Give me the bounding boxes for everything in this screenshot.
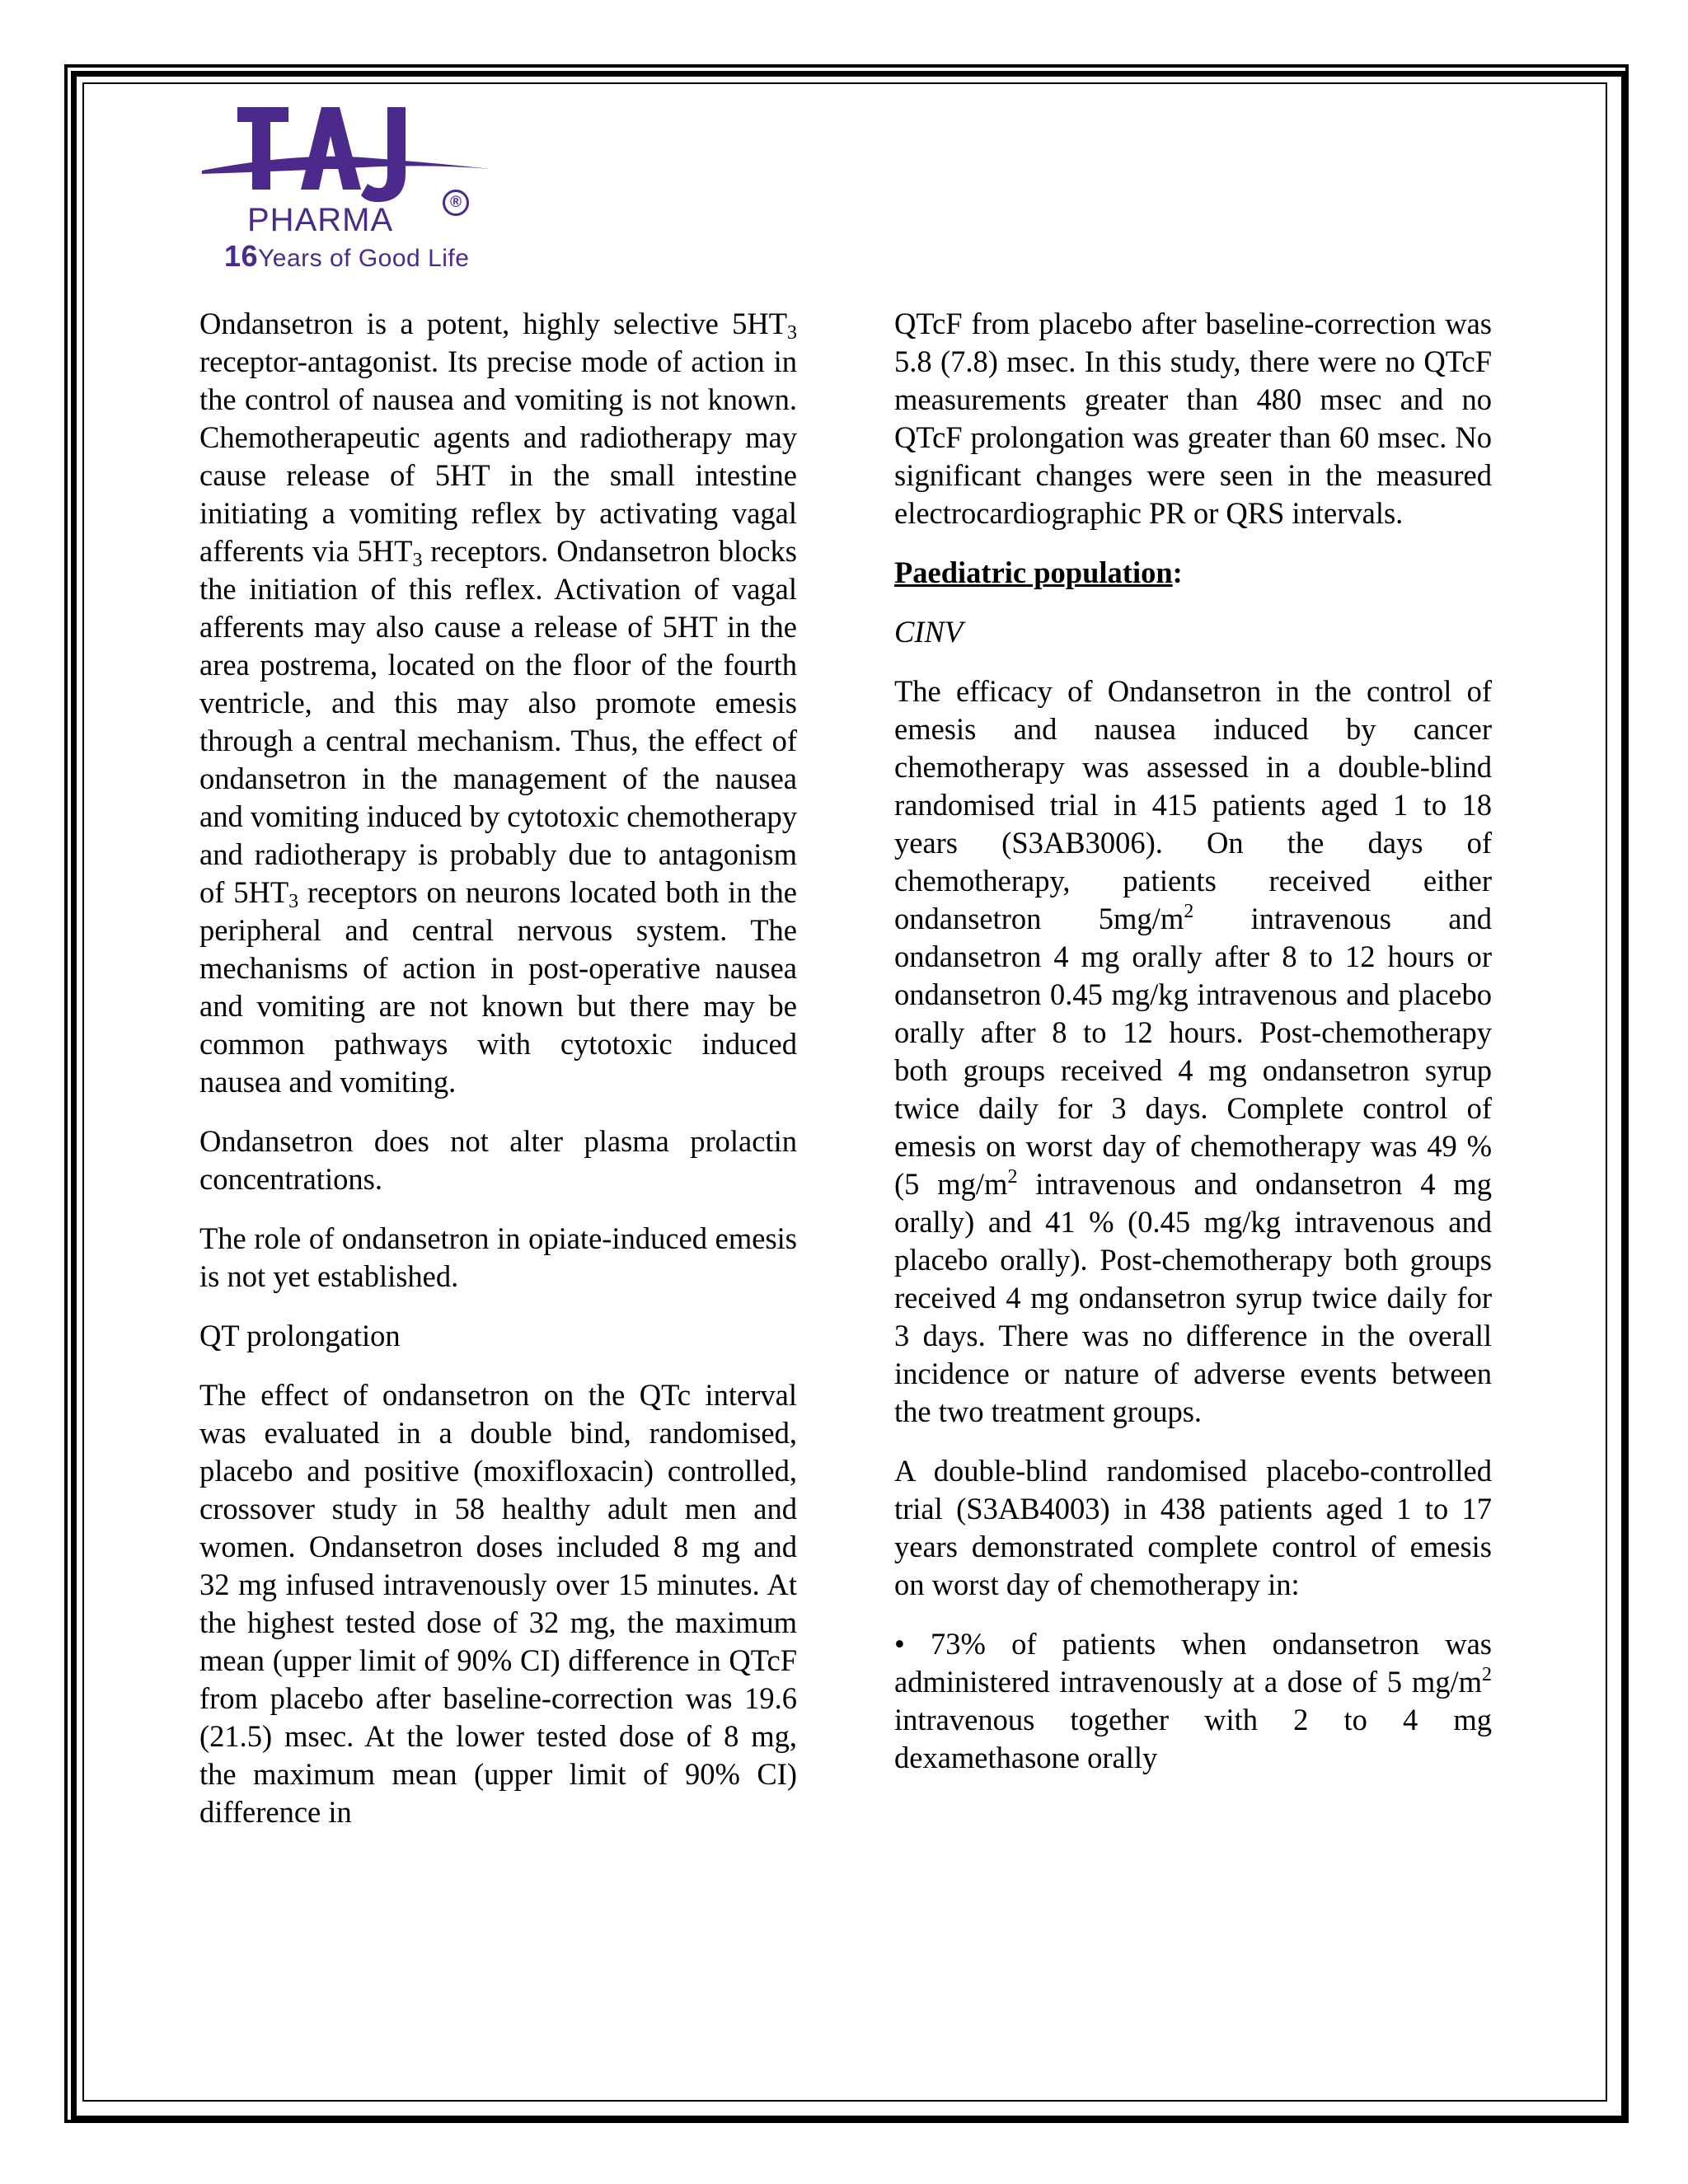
- paragraph-cinv-efficacy: The efficacy of Ondansetron in the control of emesis and nausea induced by cancer chemotherapy was assessed in a double-blind randomised trial in 415 patients aged 1 to 18 years (S3AB3006). On the days of chemotherapy, patients received either ondansetron $5mg/m^2$ intravenous and ondansetron 4 mg orally after 8 to 12 hours or ondansetron 0.45 mg/kg intravenous and placebo orally after 8 to 12 hours. Post-chemotherapy both groups received 4 mg ondansetron syrup twice daily for 3 days. Complete control of emesis on worst day of chemotherapy was 49 % (5 $mg/m^2$ intravenous and ondansetron 4 mg orally) and 41 % (0.45 mg/kg intravenous and placebo orally). Post-chemotherapy both groups received 4 mg ondansetron syrup twice daily for 3 days. There was no difference in the overall incidence or nature of adverse events between the two treatment groups.: [894, 674, 1492, 1428]
- qt-prolongation-heading: QT prolongation: [199, 1319, 401, 1352]
- bullet-73-percent: • 73% of patients when ondansetron was administered intravenously at a dose of 5 $mg/m^2$ intravenous together with 2 to 4 mg dexamethasone orally: [894, 1627, 1492, 1774]
- left-column: [199, 305, 797, 1853]
- tagline-number: 16: [224, 239, 259, 273]
- paragraph-qtcf-continued: QTcF from placebo after baseline-correction was 5.8 (7.8) msec. In this study, there were no QTcF measurements greater than 480 msec and no QTcF prolongation was greater than 60 msec. No significant changes were seen in the measured electrocardiographic PR or QRS intervals.: [894, 307, 1492, 530]
- paragraph-qtc: The effect of ondansetron on the QTc interval was evaluated in a double bind, randomised, placebo and positive (moxifloxacin) controlled, crossover study in 58 healthy adult men and women. Ondansetron doses included 8 mg and 32 mg infused intravenously over 15 minutes. At the highest tested dose of 32 mg, the maximum mean (upper limit of 90% CI) difference in QTcF from placebo after baseline-correction was 19.6 (21.5) msec. At the lower tested dose of 8 mg, the maximum mean (upper limit of 90% CI) difference in: [199, 1378, 797, 1829]
- logo-tagline: [224, 239, 469, 274]
- paragraph-prolactin: Ondansetron does not alter plasma prolactin concentrations.: [199, 1124, 797, 1196]
- paragraph-trial-s3ab4003: A double-blind randomised placebo-controlled trial (S3AB4003) in 438 patients aged 1 to 17 years demonstrated complete control of emesis on worst day of chemotherapy in:: [894, 1454, 1492, 1601]
- paragraph-mechanism: Ondansetron is a potent, highly selective $5HT_3$ receptor-antagonist. Its precise mode of action in the control of nausea and vomiting is not known. Chemotherapeutic agents and radiotherapy may cause release of 5HT in the small intestine initiating a vomiting reflex by activating vagal afferents via $5HT_3$ receptors. Ondansetron blocks the initiation of this reflex. Activation of vagal afferents may also cause a release of 5HT in the area postrema, located on the floor of the fourth ventricle, and this may also promote emesis through a central mechanism. Thus, the effect of ondansetron in the management of the nausea and vomiting induced by cytotoxic chemotherapy and radiotherapy is probably due to antagonism of $5HT_3$ receptors on neurons located both in the peripheral and central nervous system. The mechanisms of action in post-operative nausea and vomiting are not known but there may be common pathways with cytotoxic induced nausea and vomiting.: [199, 307, 798, 1099]
- registered-mark: ®: [443, 190, 469, 216]
- tagline-text: Years of Good Life: [258, 245, 470, 272]
- paragraph-opiate: The role of ondansetron in opiate-induced emesis is not yet established.: [199, 1221, 797, 1293]
- right-column: [894, 305, 1492, 1798]
- logo-pharma-text: PHARMA: [247, 202, 394, 238]
- cinv-heading: CINV: [894, 615, 964, 649]
- paediatric-heading: Paediatric population:: [894, 555, 1183, 589]
